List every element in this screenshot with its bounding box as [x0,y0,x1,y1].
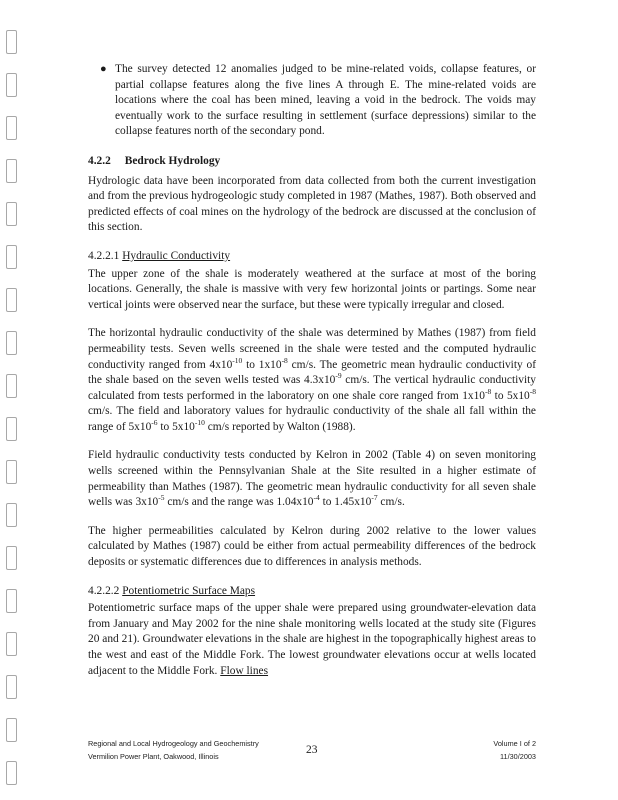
text-run: cm/s. The geometric mean hydraulic conductivity of the shale based on the seven wells tested was 4.3x10 [88,358,536,387]
section-number: 4.2.2 [88,154,111,167]
binder-hole [6,30,17,54]
exponent: -4 [313,493,320,503]
footer-volume: Volume I of 2 [493,739,536,748]
text-run: to 1.45x10 [319,496,372,509]
subsection-heading-potentiometric [88,584,536,600]
text-run: Potentiometric surface maps of the upper shale were prepared using groundwater-elevation data from January and May 2002 for the nine shale monitoring wells located at the study site (Figures 20 and 21). Groundwater elevations in the shale are highest in the topographically highest areas to the west and east of the Middle Fork. The lowest groundwater elevations occur at wells located adjacent to the Middle Fork. [88,602,536,677]
subsection-number: 4.2.2.1 [88,249,120,262]
binder-hole [6,632,17,656]
exponent: -8 [484,386,492,396]
document-page [88,62,536,679]
binder-hole [6,116,17,140]
binder-hole [6,288,17,312]
exponent: -5 [158,493,165,503]
text-run: cm/s and the range was 1.04x10 [164,496,314,509]
binder-hole [6,331,17,355]
text-run: Field hydraulic conductivity tests conducted by Kelron in 2002 (Table 4) on seven monitoring wells screened within the Pennsylvanian Shale at the Site resulted in a higher estimate of permeability than Mathes (1987). The geometric mean hydraulic conductivity for all seven shale wells was 3x10 [88,449,536,509]
paragraph-permeability-comparison: The higher permeabilities calculated by Kelron during 2002 relative to the lower values calculated by Mathes (1987) could be either from actual permeability differences of the bedrock deposits or systematic differences due to differences in analysis methods. [88,524,536,569]
binder-hole [6,245,17,269]
paragraph-weathering: The upper zone of the shale is moderately weathered at the surface at most of the boring locations. Generally, the shale is massive with very few horizontal joints or partings. Some near vertical joints were observed near the surface, but these were typically irregular and closed. [88,267,536,311]
paragraph-potentiometric [88,601,536,679]
text-run: cm/s. The field and laboratory values for hydraulic conductivity of the shale all fall within the range of 5x10 [88,405,536,433]
page-number: 23 [306,744,318,756]
text-run: to 5x10 [491,389,530,402]
binder-hole [6,460,17,484]
exponent: -10 [232,355,243,365]
binder-hole [6,417,17,441]
exponent: -8 [281,355,288,365]
paragraph-kelron-tests [88,448,536,510]
text-run: cm/s reported by Walton (1988). [204,420,356,433]
exponent: -10 [194,417,205,427]
text-run: to 1x10 [242,358,282,371]
section-heading [88,154,536,170]
subsection-title: Potentiometric Surface Maps [122,584,256,597]
binder-hole [6,159,17,183]
subsection-number: 4.2.2.2 [88,584,120,597]
exponent: -8 [529,386,536,396]
subsection-heading-hydraulic-conductivity [88,249,536,265]
binder-hole [6,589,17,613]
binder-hole [6,73,17,97]
subsection-title: Hydraulic Conductivity [122,249,231,262]
text-run: to 5x10 [157,420,195,433]
exponent: -9 [335,371,342,381]
binder-hole [6,503,17,527]
binder-hole [6,675,17,699]
exponent: -6 [151,417,158,427]
flow-lines-link[interactable]: Flow lines [220,664,269,677]
section-intro: Hydrologic data have been incorporated from data collected from both the current investigation and from the previous hydrogeologic study completed in 1987 (Mathes, 1987). Both observed and predicted effects of coal mines on the hydrology of the bedrock are discussed at the conclusion of this section. [88,174,536,234]
text-run: cm/s. [377,496,405,509]
binder-hole [6,374,17,398]
section-title: Bedrock Hydrology [124,154,221,167]
bullet-icon: ● [100,63,107,75]
footer-site-name: Vermilion Power Plant, Oakwood, Illinois [88,752,219,761]
footer-right [493,737,536,763]
bullet-text: The survey detected 12 anomalies judged to be mine-related voids, collapse features, or partial collapse features along the five lines A through E. The mine-related voids are locations where the coal has been mined, leaving a void in the bedrock. The voids may eventually work to the surface resulting in settlement (surface depressions) similar to the collapse features north of the secondary pond. [115,63,536,138]
footer-left [88,737,259,763]
text-run: The horizontal hydraulic conductivity of the shale was determined by Mathes (1987) from field permeability tests. Seven wells screened in the shale were tested and the computed hydraulic conductivity ranged from 4x10 [88,327,536,371]
bullet-item [100,62,536,140]
text-run: cm/s. The vertical hydraulic conductivity calculated from tests performed in the laboratory on one shale core ranged from 1x10 [88,374,536,402]
footer-date: 11/30/2003 [500,752,536,761]
binder-hole [6,546,17,570]
exponent: -7 [371,493,378,503]
binder-holes [4,0,20,800]
binder-hole [6,202,17,226]
binder-hole [6,761,17,785]
binder-hole [6,718,17,742]
footer-report-title: Regional and Local Hydrogeology and Geochemistry [88,739,259,748]
paragraph-horizontal-conductivity [88,326,536,435]
